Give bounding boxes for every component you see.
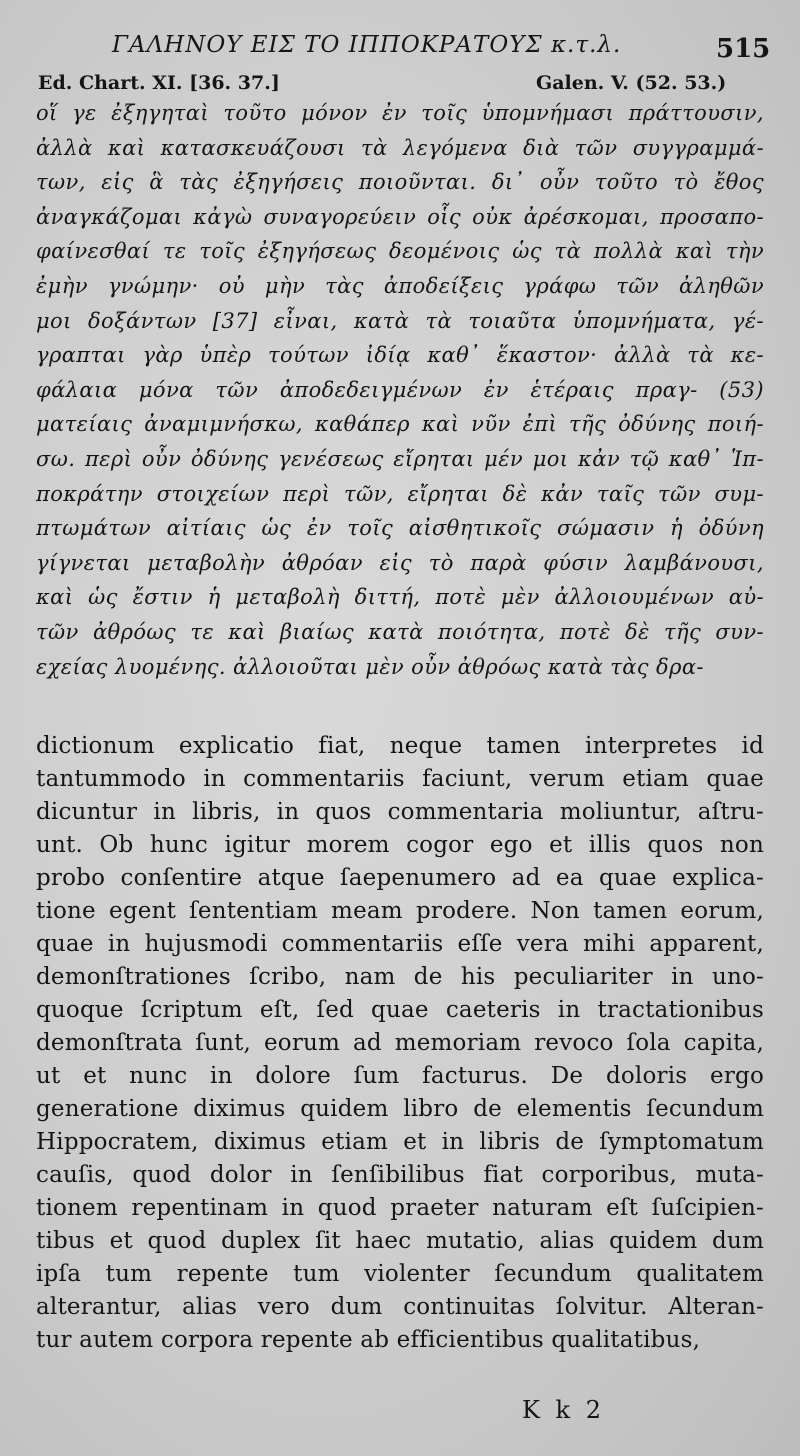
- latin-line: tibus et quod duplex ſit haec mutatio, alias quidem dum: [36, 1228, 764, 1254]
- greek-line: ἀναγκάζομαι κἀγὼ συναγορεύειν οἷς οὐκ ἀρέσκομαι, προσαπο-: [36, 204, 764, 229]
- greek-line: πτωμάτων αἰτίαις ὡς ἐν τοῖς αἰσθητικοῖς σώμασιν ἡ ὀδύνη: [36, 516, 764, 541]
- edition-left: Ed. Chart. XI. [36. 37.]: [38, 72, 280, 94]
- greek-line: σω. περὶ οὖν ὀδύνης γενέσεως εἴρηται μέν μοι κἀν τῷ καθ᾽ Ἱπ-: [36, 446, 764, 471]
- latin-line: tione egent ſententiam meam prodere. Non tamen eorum,: [36, 898, 764, 924]
- greek-line: ἀλλὰ καὶ κατασκευάζουσι τὰ λεγόμενα διὰ τῶν συγγραμμά-: [36, 135, 764, 160]
- latin-line: dictionum explicatio fiat, neque tamen interpretes id: [36, 733, 764, 759]
- latin-line: quoque ſcriptum eſt, ſed quae caeteris in tractationibus: [36, 997, 764, 1023]
- greek-line: ματείαις ἀναμιμνήσκω, καθάπερ καὶ νῦν ἐπὶ τῆς ὀδύνης ποιή-: [36, 412, 764, 437]
- greek-line: γραπται γὰρ ὑπὲρ τούτων ἰδίᾳ καθ᾽ ἕκαστον· ἀλλὰ τὰ κε-: [36, 343, 764, 368]
- latin-line: quae in hujusmodi commentariis eſſe vera mihi apparent,: [36, 931, 764, 957]
- edition-right: Galen. V. (52. 53.): [536, 72, 727, 94]
- latin-line: dicuntur in libris, in quos commentaria moliuntur, aſtru-: [36, 799, 764, 825]
- latin-line: unt. Ob hunc igitur morem cogor ego et illis quos non: [36, 832, 764, 858]
- latin-line: ipſa tum repente tum violenter ſecundum qualitatem: [36, 1261, 764, 1287]
- latin-text-block: [36, 730, 764, 1357]
- latin-line: cauſis, quod dolor in ſenſibilibus fiat corporibus, muta-: [36, 1162, 764, 1188]
- latin-line: probo conſentire atque ſaepenumero ad ea quae explica-: [36, 865, 764, 891]
- greek-line: των, εἰς ἃ τὰς ἐξηγήσεις ποιοῦνται. δι᾽ οὖν τοῦτο τὸ ἔθος: [36, 170, 764, 195]
- greek-line: εχείας λυομένης. ἀλλοιοῦται μὲν οὖν ἀθρόως κατὰ τὰς δρα-: [36, 654, 704, 679]
- greek-line: φάλαια μόνα τῶν ἀποδεδειγμένων ἐν ἑτέραις πραγ- (53): [36, 377, 764, 402]
- running-title: ΓΑΛΗΝΟΥ ΕΙΣ ΤΟ ΙΠΠΟΚΡΑΤΟΥΣ κ.τ.λ.: [112, 32, 622, 58]
- printer-signature-mark: K k 2: [522, 1396, 605, 1424]
- greek-line: φαίνεσθαί τε τοῖς ἐξηγήσεως δεομένοις ὡς τὰ πολλὰ καὶ τὴν: [36, 239, 764, 264]
- greek-line: μοι δοξάντων [37] εἶναι, κατὰ τὰ τοιαῦτα ὑπομνήματα, γέ-: [36, 308, 764, 333]
- latin-line: tionem repentinam in quod praeter naturam eſt ſuſcipien-: [36, 1195, 764, 1221]
- greek-line: καὶ ὡς ἔστιν ἡ μεταβολὴ διττή, ποτὲ μὲν ἀλλοιουμένων αὐ-: [36, 585, 764, 610]
- latin-line: alterantur, alias vero dum continuitas ſolvitur. Alteran-: [36, 1294, 764, 1320]
- greek-text-block: [36, 96, 764, 684]
- greek-line: ποκράτην στοιχείων περὶ τῶν, εἴρηται δὲ κἀν ταῖς τῶν συμ-: [36, 481, 764, 506]
- latin-line: Hippocratem, diximus etiam et in libris de ſymptomatum: [36, 1129, 764, 1155]
- latin-line: ut et nunc in dolore ſum facturus. De doloris ergo: [36, 1063, 764, 1089]
- latin-line: tur autem corpora repente ab efficientibus qualitatibus,: [36, 1327, 701, 1353]
- latin-line: tantummodo in commentariis faciunt, verum etiam quae: [36, 766, 764, 792]
- greek-line: ἐμὴν γνώμην· οὐ μὴν τὰς ἀποδείξεις γράφω τῶν ἀληθῶν: [36, 273, 764, 298]
- latin-line: demonſtrationes ſcribo, nam de his peculiariter in uno-: [36, 964, 764, 990]
- latin-line: demonſtrata ſunt, eorum ad memoriam revoco ſola capita,: [36, 1030, 764, 1056]
- greek-line: οἵ γε ἐξηγηταὶ τοῦτο μόνον ἐν τοῖς ὑπομνήμασι πράττουσιν,: [36, 101, 764, 125]
- latin-line: generatione diximus quidem libro de elementis ſecundum: [36, 1096, 764, 1122]
- greek-line: γίγνεται μεταβολὴν ἀθρόαν εἰς τὸ παρὰ φύσιν λαμβάνουσι,: [36, 550, 764, 575]
- edition-reference-line: [38, 72, 768, 94]
- greek-line: τῶν ἀθρόως τε καὶ βιαίως κατὰ ποιότητα, ποτὲ δὲ τῆς συν-: [36, 619, 764, 644]
- page-number: 515: [716, 34, 771, 64]
